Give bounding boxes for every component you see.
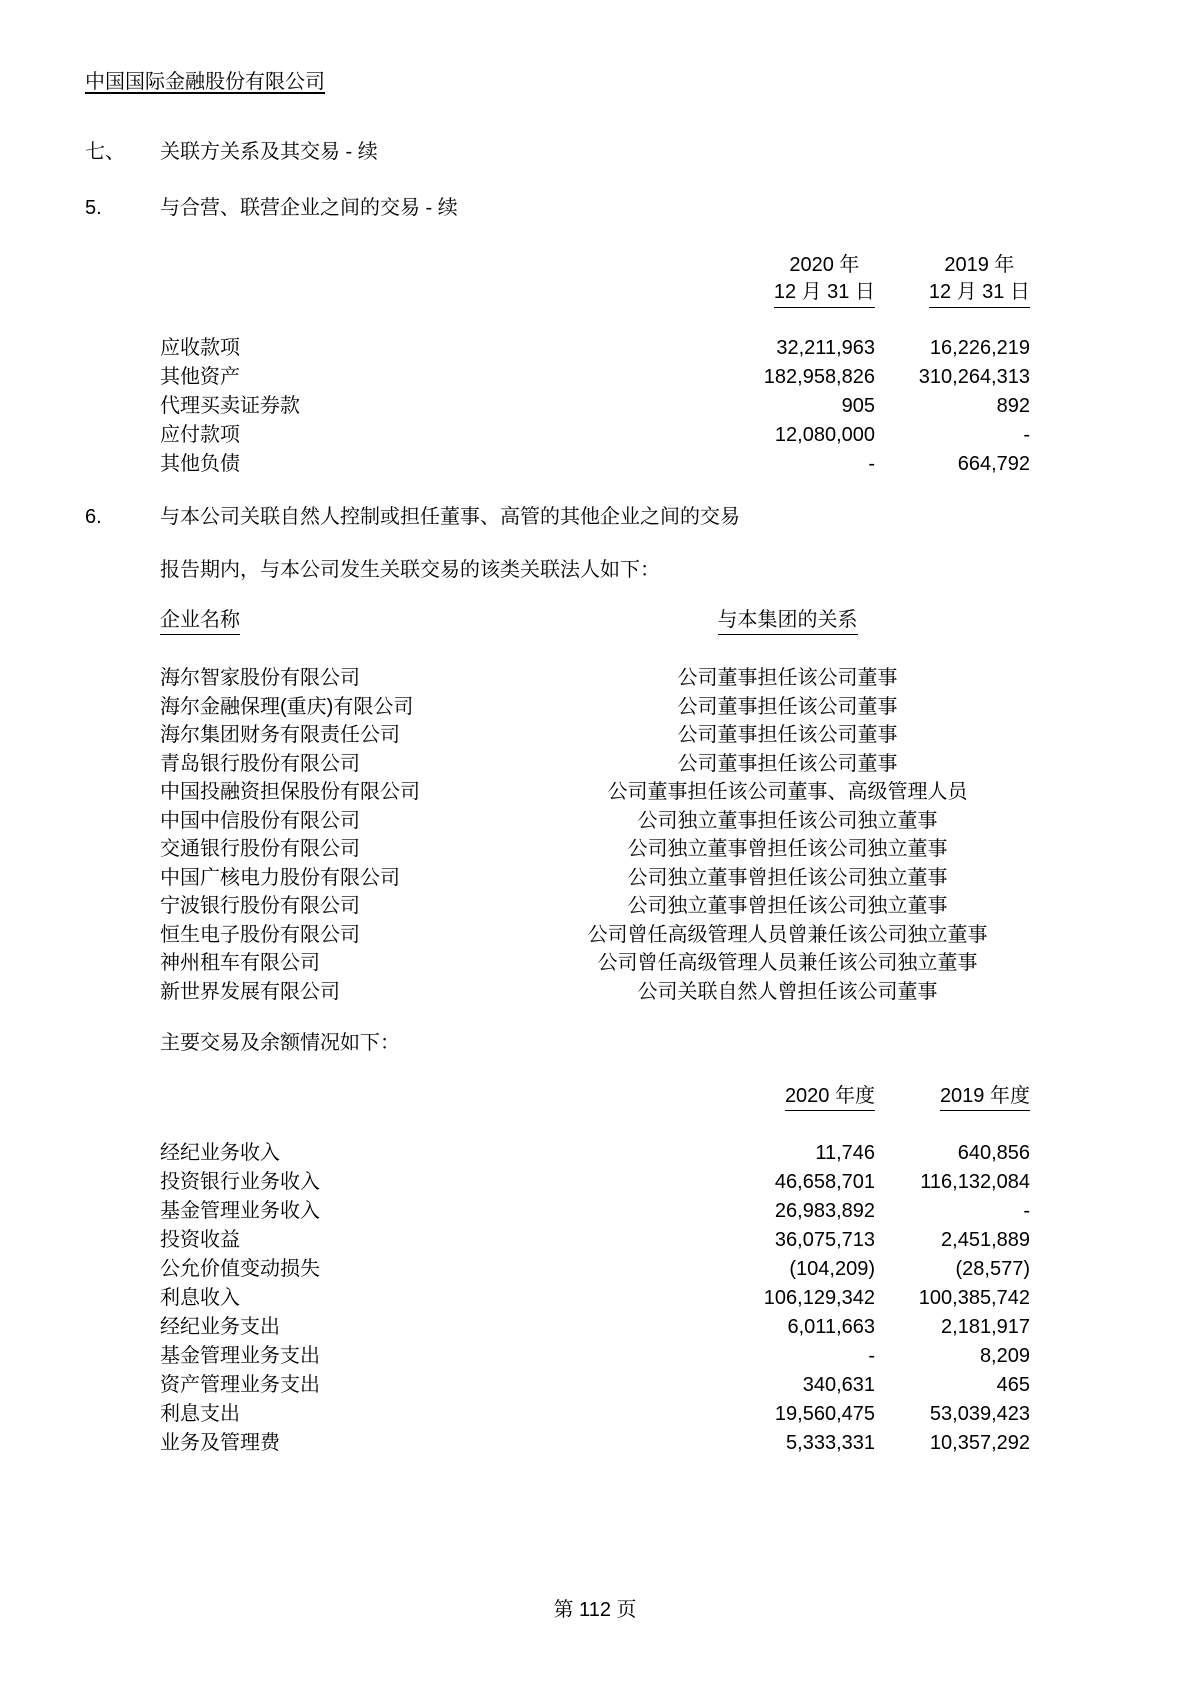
- section-6-title: 与本公司关联自然人控制或担任董事、高管的其他企业之间的交易: [160, 506, 740, 528]
- list-item: [160, 921, 1030, 950]
- value-2019: (28,577): [955, 1258, 1030, 1280]
- transactions-col-header-2020: 2020 年度: [655, 1084, 875, 1111]
- value-2020: 106,129,342: [763, 1287, 875, 1309]
- party-name: 海尔智家股份有限公司: [160, 667, 360, 689]
- table-row: [160, 1284, 1030, 1313]
- relation-header: 与本集团的关系: [545, 608, 1030, 635]
- section-5-title: 与合营、联营企业之间的交易 - 续: [160, 197, 458, 219]
- party-relation: 公司曾任高级管理人员兼任该公司独立董事: [597, 952, 978, 974]
- party-relation: 公司独立董事曾担任该公司独立董事: [627, 895, 948, 917]
- table-row: [160, 1168, 1030, 1197]
- section-5-number: 5.: [85, 197, 102, 219]
- page-number: 第 112 页: [553, 1599, 637, 1621]
- party-relation: 公司曾任高级管理人员曾兼任该公司独立董事: [587, 923, 988, 946]
- party-name: 恒生电子股份有限公司: [160, 923, 360, 946]
- row-label: 资产管理业务支出: [160, 1374, 320, 1396]
- list-item: [160, 864, 1030, 893]
- row-label: 业务及管理费: [160, 1432, 280, 1454]
- row-label: 代理买卖证券款: [160, 395, 300, 417]
- party-name: 中国投融资担保股份有限公司: [160, 781, 420, 803]
- section-7-heading: [85, 140, 1110, 164]
- value-2019: 2,181,917: [941, 1316, 1030, 1338]
- company-name: [85, 70, 1110, 94]
- table-row: [160, 1342, 1030, 1371]
- row-label: 利息收入: [160, 1287, 240, 1309]
- row-label: 其他资产: [160, 366, 240, 388]
- party-relation: 公司独立董事曾担任该公司独立董事: [627, 866, 948, 889]
- transactions-table: [160, 1084, 1030, 1458]
- row-label: 基金管理业务支出: [160, 1345, 320, 1367]
- row-label: 经纪业务支出: [160, 1316, 280, 1338]
- value-2020: 19,560,475: [774, 1403, 875, 1425]
- row-label: 应收款项: [160, 337, 240, 359]
- section-7-number: 七、: [85, 141, 125, 163]
- section-6-number: 6.: [85, 506, 102, 528]
- transactions-header-row: [160, 1084, 1030, 1111]
- table-row: [160, 1139, 1030, 1168]
- table-row: [160, 1226, 1030, 1255]
- year-2020-label: 2020 年: [789, 254, 860, 276]
- section-6-heading: [85, 505, 1110, 529]
- value-2020: 11,746: [815, 1142, 875, 1164]
- party-name: 海尔金融保理(重庆)有限公司: [160, 695, 414, 718]
- table-row: [160, 450, 1030, 479]
- party-name: 海尔集团财务有限责任公司: [160, 724, 400, 746]
- balance-table-body: [160, 334, 1030, 479]
- list-item: [160, 693, 1030, 722]
- party-name: 新世界发展有限公司: [160, 980, 340, 1003]
- value-2020: 12,080,000: [774, 424, 875, 446]
- party-relation: 公司董事担任该公司董事: [677, 752, 898, 775]
- related-parties-table: [160, 608, 1030, 1006]
- value-2019: 892: [996, 395, 1030, 417]
- table-row: [160, 392, 1030, 421]
- value-2020: 340,631: [802, 1374, 875, 1396]
- balance-col-header-2020: [655, 252, 875, 308]
- section-5-heading: [85, 196, 1110, 220]
- table-row: [160, 1255, 1030, 1284]
- spacer-cell: [160, 252, 655, 308]
- value-2020: -: [868, 1345, 875, 1367]
- table-row: [160, 363, 1030, 392]
- table-row: [160, 1313, 1030, 1342]
- table-row: [160, 1197, 1030, 1226]
- party-relation: 公司独立董事担任该公司独立董事: [637, 809, 938, 832]
- value-2020: 905: [841, 395, 875, 417]
- list-item: [160, 949, 1030, 978]
- table-row: [160, 1400, 1030, 1429]
- company-name-text: 中国国际金融股份有限公司: [85, 71, 325, 93]
- value-2020: 32,211,963: [776, 337, 875, 359]
- table-row: [160, 1429, 1030, 1458]
- list-item: [160, 978, 1030, 1007]
- row-label: 经纪业务收入: [160, 1142, 280, 1164]
- value-2020: -: [868, 453, 875, 475]
- value-2019: 116,132,084: [920, 1171, 1030, 1193]
- row-label: 其他负债: [160, 453, 240, 475]
- value-2020: 6,011,663: [787, 1316, 875, 1338]
- balance-col-header-2019: [875, 252, 1030, 308]
- date-2020-label: 12 月 31 日: [774, 279, 875, 308]
- value-2019: 310,264,313: [918, 366, 1030, 388]
- value-2020: 46,658,701: [774, 1171, 875, 1193]
- related-parties-body: [160, 664, 1030, 1006]
- balance-table-header-row: [160, 252, 1030, 308]
- party-relation: 公司独立董事曾担任该公司独立董事: [627, 838, 948, 860]
- list-item: [160, 807, 1030, 836]
- transactions-body: [160, 1139, 1030, 1458]
- related-parties-header-row: [160, 608, 1030, 635]
- balance-table: [160, 252, 1030, 479]
- value-2019: -: [1023, 1200, 1030, 1222]
- party-relation: 公司董事担任该公司董事: [677, 724, 898, 746]
- list-item: [160, 664, 1030, 693]
- list-item: [160, 721, 1030, 750]
- party-name: 青岛银行股份有限公司: [160, 752, 360, 775]
- row-label: 应付款项: [160, 424, 240, 446]
- transactions-col-header-2019: 2019 年度: [875, 1084, 1030, 1111]
- value-2020: 5,333,331: [786, 1432, 875, 1454]
- value-2019: 10,357,292: [929, 1432, 1030, 1454]
- value-2019: 8,209: [979, 1345, 1030, 1367]
- party-relation: 公司董事担任该公司董事: [677, 667, 898, 689]
- party-name: 中国广核电力股份有限公司: [160, 866, 400, 889]
- row-label: 公允价值变动损失: [160, 1258, 320, 1280]
- value-2019: 640,856: [957, 1142, 1030, 1164]
- value-2019: 53,039,423: [929, 1403, 1030, 1425]
- value-2020: (104,209): [789, 1258, 875, 1280]
- party-name: 中国中信股份有限公司: [160, 809, 360, 832]
- value-2019: 2,451,889: [941, 1229, 1030, 1251]
- value-2019: 16,226,219: [929, 337, 1030, 359]
- list-item: [160, 778, 1030, 807]
- value-2019: -: [1023, 424, 1030, 446]
- party-name: 交通银行股份有限公司: [160, 838, 360, 860]
- party-relation: 公司董事担任该公司董事: [677, 695, 898, 718]
- table-row: [160, 421, 1030, 450]
- party-relation: 公司关联自然人曾担任该公司董事: [637, 980, 938, 1003]
- value-2019: 465: [996, 1374, 1030, 1396]
- value-2019: 664,792: [957, 453, 1030, 475]
- section-6-intro: 报告期内，与本公司发生关联交易的该类关联法人如下：: [160, 559, 660, 581]
- list-item: [160, 892, 1030, 921]
- row-label: 投资收益: [160, 1229, 240, 1251]
- row-label: 投资银行业务收入: [160, 1171, 320, 1193]
- table-row: [160, 334, 1030, 363]
- transactions-intro: 主要交易及余额情况如下：: [160, 1032, 400, 1054]
- value-2019: 100,385,742: [918, 1287, 1030, 1309]
- date-2019-label: 12 月 31 日: [929, 279, 1030, 308]
- list-item: [160, 835, 1030, 864]
- party-name: 神州租车有限公司: [160, 952, 320, 974]
- spacer-cell: [160, 1084, 655, 1111]
- row-label: 基金管理业务收入: [160, 1200, 320, 1222]
- table-row: [160, 1371, 1030, 1400]
- section-7-title: 关联方关系及其交易 - 续: [160, 141, 378, 163]
- company-name-header: 企业名称: [160, 608, 545, 635]
- party-name: 宁波银行股份有限公司: [160, 895, 360, 917]
- year-2019-label: 2019 年: [944, 254, 1015, 276]
- party-relation: 公司董事担任该公司董事、高级管理人员: [607, 781, 968, 803]
- value-2020: 26,983,892: [774, 1200, 875, 1222]
- list-item: [160, 750, 1030, 779]
- value-2020: 36,075,713: [774, 1229, 875, 1251]
- value-2020: 182,958,826: [763, 366, 875, 388]
- row-label: 利息支出: [160, 1403, 240, 1425]
